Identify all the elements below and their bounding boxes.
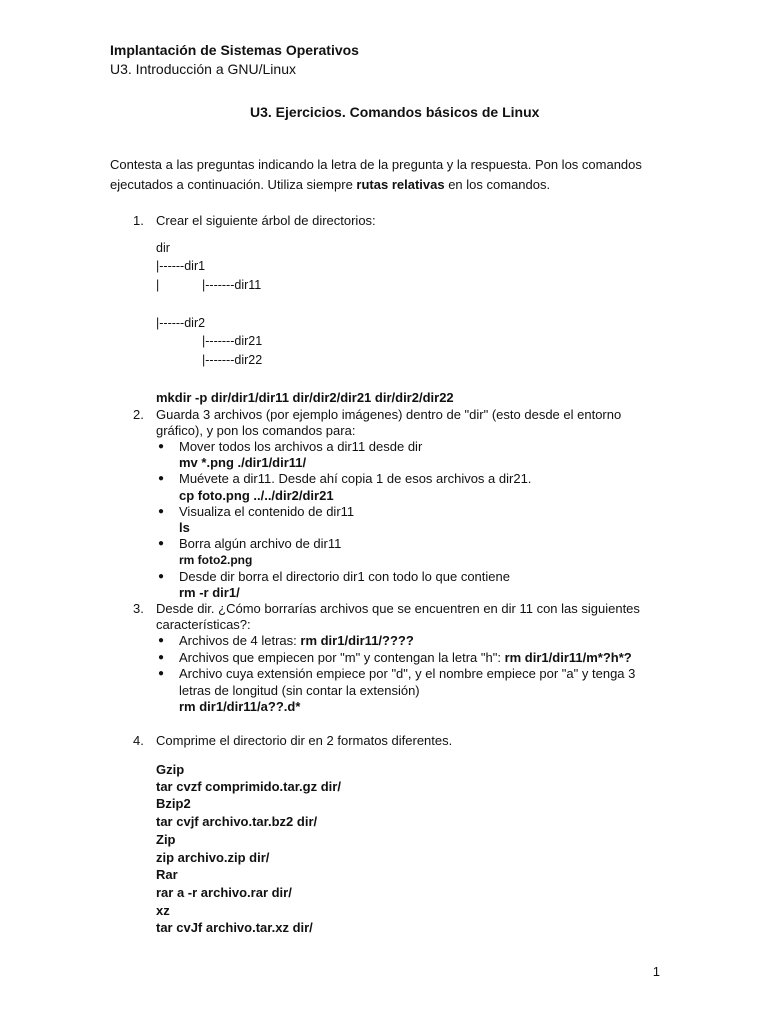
page-number: 1 [652, 964, 660, 979]
tree-root: dir [156, 241, 170, 255]
q3-item-3-answer: rm dir1/dir11/a??.d* [179, 699, 301, 714]
q3-item-2-text: Archivos que empiecen por "m" y contengan la letra "h": [179, 650, 505, 665]
tree-dir2: |------dir2 [156, 316, 206, 330]
tree-dir22: |-------dir22 [202, 353, 263, 367]
q4-format-2-name: Bzip2 [156, 796, 191, 811]
q3-item-2 [179, 649, 632, 666]
intro-line-2 [110, 176, 550, 193]
unit-title: U3. Introducción a GNU/Linux [110, 61, 296, 77]
bullet-icon: ● [158, 538, 165, 549]
q4-format-3-command: zip archivo.zip dir/ [156, 850, 270, 865]
intro-line-1: Contesta a las preguntas indicando la letra de la pregunta y la respuesta. Pon los comandos [110, 157, 642, 172]
q4-format-1-name: Gzip [156, 762, 185, 777]
q1-number: 1. [133, 213, 144, 228]
q2-item-5-text: Desde dir borra el directorio dir1 con todo lo que contiene [179, 569, 510, 584]
q1-text: Crear el siguiente árbol de directorios: [156, 213, 376, 228]
q2-number: 2. [133, 407, 144, 422]
q3-item-1 [179, 632, 414, 649]
q4-format-4-name: Rar [156, 867, 178, 882]
q3-item-1-text: Archivos de 4 letras: [179, 633, 301, 648]
q3-number: 3. [133, 601, 144, 616]
q3-item-3-text-line-2: letras de longitud (sin contar la extensión) [179, 683, 420, 698]
bullet-icon: ● [158, 473, 165, 484]
q3-text-line-2: características?: [156, 617, 251, 632]
tree-dir21: |-------dir21 [202, 334, 263, 348]
q3-item-1-answer: rm dir1/dir11/???? [300, 633, 414, 648]
page-title: U3. Ejercicios. Comandos básicos de Linux [250, 104, 540, 120]
intro-line-2-pre: ejecutados a continuación. Utiliza siempre [110, 177, 357, 192]
q4-format-3-name: Zip [156, 832, 176, 847]
q4-format-5-command: tar cvJf archivo.tar.xz dir/ [156, 920, 313, 935]
q1-answer: mkdir -p dir/dir1/dir11 dir/dir2/dir21 dir/dir2/dir22 [156, 390, 454, 405]
q2-item-3-text: Visualiza el contenido de dir11 [179, 504, 355, 519]
q2-item-1-answer: mv *.png ./dir1/dir11/ [179, 455, 307, 470]
q2-item-4-answer: rm foto2.png [179, 553, 253, 567]
course-title: Implantación de Sistemas Operativos [110, 42, 359, 58]
q4-format-4-command: rar a -r archivo.rar dir/ [156, 885, 292, 900]
intro-bold-relative-paths: rutas relativas [356, 177, 445, 192]
q2-item-2-answer: cp foto.png ../../dir2/dir21 [179, 488, 334, 503]
q2-item-2-text: Muévete a dir11. Desde ahí copia 1 de esos archivos a dir21. [179, 471, 532, 486]
q2-item-3-answer: ls [179, 520, 190, 535]
q4-text: Comprime el directorio dir en 2 formatos diferentes. [156, 733, 453, 748]
q4-format-2-command: tar cvjf archivo.tar.bz2 dir/ [156, 814, 318, 829]
q2-item-1-text: Mover todos los archivos a dir11 desde dir [179, 439, 423, 454]
q4-format-5-name: xz [156, 903, 170, 918]
bullet-icon: ● [158, 506, 165, 517]
q4-format-1-command: tar cvzf comprimido.tar.gz dir/ [156, 779, 341, 794]
q2-item-5-answer: rm -r dir1/ [179, 585, 240, 600]
q2-text-line-1: Guarda 3 archivos (por ejemplo imágenes) dentro de "dir" (esto desde el entorno [156, 407, 622, 422]
q3-text-line-1: Desde dir. ¿Cómo borrarías archivos que se encuentren en dir 11 con las siguientes [156, 601, 640, 616]
intro-line-2-post: en los comandos. [444, 177, 551, 192]
bullet-icon: ● [158, 571, 165, 582]
tree-dir1: |------dir1 [156, 259, 206, 273]
tree-dir11: |-------dir11 [202, 278, 262, 292]
q2-item-4-text: Borra algún archivo de dir11 [179, 536, 342, 551]
bullet-icon: ● [158, 441, 165, 452]
tree-dir11-bar: | [156, 278, 160, 292]
q3-item-3-text-line-1: Archivo cuya extensión empiece por "d", y el nombre empiece por "a" y tenga 3 [179, 666, 636, 681]
bullet-icon: ● [158, 652, 165, 663]
q2-text-line-2: gráfico), y pon los comandos para: [156, 423, 356, 438]
bullet-icon: ● [158, 635, 165, 646]
bullet-icon: ● [158, 668, 165, 679]
q4-number: 4. [133, 733, 144, 748]
q3-item-2-answer: rm dir1/dir11/m*?h*? [504, 650, 632, 665]
